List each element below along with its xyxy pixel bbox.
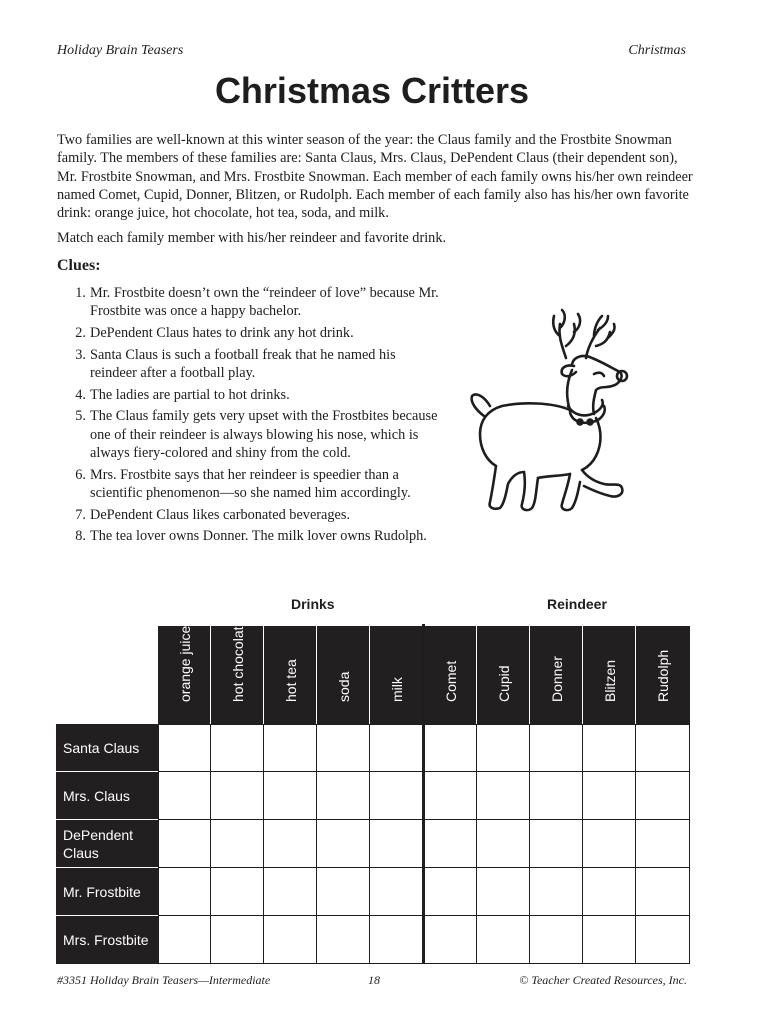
header-section: Christmas (628, 43, 686, 58)
reindeer-illustration (462, 306, 642, 526)
grid-cell[interactable] (425, 772, 477, 820)
grid-cell[interactable] (530, 772, 583, 820)
drinks-group-label: Drinks (291, 596, 335, 612)
clue-number: 8. (75, 528, 86, 545)
grid-cell[interactable] (158, 724, 211, 772)
clues-heading: Clues: (57, 257, 101, 274)
grid-cell[interactable] (583, 724, 636, 772)
row-header-dependent-claus (56, 820, 158, 867)
grid-cell[interactable] (317, 868, 370, 916)
grid-cell[interactable] (477, 772, 530, 820)
column-header-blitzen (583, 626, 636, 724)
clue-text: Santa Claus is such a football freak that he named his reindeer after a football play. (90, 346, 396, 381)
grid-cell[interactable] (370, 772, 425, 820)
grid-cell[interactable] (158, 772, 211, 820)
footer-book-code: #3351 Holiday Brain Teasers—Intermediate (57, 973, 271, 987)
column-header-comet (424, 626, 477, 724)
grid-cell[interactable] (477, 916, 530, 964)
grid-cell[interactable] (477, 724, 530, 772)
grid-cell[interactable] (636, 724, 690, 772)
column-header-donner (530, 626, 583, 724)
clue-number: 5. (75, 408, 86, 425)
clue-text: Mrs. Frostbite says that her reindeer is speedier than a scientific phenomenon—so she named him accordingly. (90, 466, 411, 501)
column-header-orange-juice (158, 626, 211, 724)
grid-cell[interactable] (636, 772, 690, 820)
grid-cell[interactable] (583, 820, 636, 868)
footer-copyright: © Teacher Created Resources, Inc. (519, 973, 687, 987)
column-header-milk (370, 626, 423, 724)
grid-cell[interactable] (264, 916, 317, 964)
grid-cell[interactable] (370, 724, 425, 772)
grid-cell[interactable] (636, 868, 690, 916)
grid-cell[interactable] (211, 916, 264, 964)
column-header-cupid (477, 626, 530, 724)
grid-cell[interactable] (264, 868, 317, 916)
row-label: Mrs. Frostbite (63, 932, 149, 948)
clues-list (75, 284, 445, 549)
clue-number: 6. (75, 466, 86, 483)
grid-cell[interactable] (211, 772, 264, 820)
clue-number: 3. (75, 346, 86, 363)
grid-cell[interactable] (158, 868, 211, 916)
column-label: hot chocolate (229, 618, 246, 702)
footer-page-number: 18 (368, 973, 380, 987)
grid-cell[interactable] (317, 772, 370, 820)
grid-cell[interactable] (636, 916, 690, 964)
grid-divider (422, 624, 425, 964)
column-label: Rudolph (655, 649, 671, 702)
clue-item (75, 324, 445, 342)
grid-cell[interactable] (425, 724, 477, 772)
column-header-rudolph (636, 626, 690, 724)
grid-cell[interactable] (158, 820, 211, 868)
grid-cell[interactable] (370, 916, 425, 964)
grid-cell[interactable] (317, 820, 370, 868)
grid-cell[interactable] (211, 820, 264, 868)
column-label: hot tea (282, 659, 299, 702)
clue-item (75, 466, 445, 503)
grid-cell[interactable] (425, 820, 477, 868)
grid-cell[interactable] (583, 916, 636, 964)
grid-cell[interactable] (370, 820, 425, 868)
column-label: Cupid (495, 665, 512, 702)
grid-cell[interactable] (530, 916, 583, 964)
clue-item (75, 527, 445, 545)
column-header-hot-chocolate (211, 618, 264, 724)
grid-cell[interactable] (370, 868, 425, 916)
grid-cell[interactable] (264, 724, 317, 772)
row-header-mrs-claus (56, 772, 158, 819)
clue-number: 1. (75, 285, 86, 301)
page-title: Christmas Critters (214, 70, 530, 111)
clue-text: Mr. Frostbite doesn’t own the “reindeer of love” because Mr. Frostbite was once a happy bachelor. (90, 285, 439, 320)
clue-item (75, 386, 445, 404)
grid-cell[interactable] (583, 868, 636, 916)
row-label: DePendent Claus (63, 826, 134, 861)
clue-text: The tea lover owns Donner. The milk lover owns Rudolph. (90, 528, 427, 545)
instruction-text: Match each family member with his/her reindeer and favorite drink. (57, 230, 447, 246)
grid-cell[interactable] (211, 724, 264, 772)
row-label: Santa Claus (63, 739, 140, 756)
column-label: Donner (548, 656, 565, 702)
clue-text: DePendent Claus hates to drink any hot drink. (90, 324, 354, 341)
clue-item (75, 407, 445, 462)
column-label: soda (335, 671, 352, 702)
grid-cell[interactable] (211, 868, 264, 916)
grid-cell[interactable] (425, 868, 477, 916)
clue-text: The ladies are partial to hot drinks. (90, 386, 290, 403)
column-label: milk (388, 677, 405, 702)
clue-item (75, 346, 445, 383)
column-label: Comet (442, 660, 459, 702)
clue-number: 4. (75, 386, 86, 403)
row-header-santa-claus (56, 724, 158, 771)
reindeer-group-label: Reindeer (547, 596, 607, 612)
logic-grid (56, 618, 690, 964)
clue-text: The Claus family gets very upset with the Frostbites because one of their reindeer is always blowing his nose, which is always fiery-colored and shiny from the cold. (90, 408, 438, 461)
grid-cell[interactable] (530, 868, 583, 916)
row-label: Mr. Frostbite (63, 883, 141, 900)
clue-item (75, 284, 445, 321)
row-label: Mrs. Claus (63, 787, 130, 804)
column-label: Blitzen (601, 659, 618, 702)
grid-cell[interactable] (158, 916, 211, 964)
clue-number: 2. (75, 324, 86, 341)
column-label: orange juice (176, 625, 193, 702)
grid-cell[interactable] (530, 820, 583, 868)
intro-paragraph: Two families are well-known at this winter season of the year: the Claus family and the Frostbite Snowman family. The members of these families are: Santa Claus, Mrs. Claus, DePendent Claus (their dependent son), Mr. Frostbite Snowman, and Mrs. Frostbite Snowman. Each member of each family owns his/her own reindeer named Comet, Cupid, Donner, Blitzen, or Rudolph. Each member of each family also has his/her own favorite drink: orange juice, hot chocolate, hot tea, soda, and milk. (57, 132, 693, 222)
row-header-mrs-frostbite (56, 916, 158, 964)
row-header-mr-frostbite (56, 868, 158, 915)
column-header-soda (317, 626, 370, 724)
grid-cell[interactable] (264, 772, 317, 820)
grid-cell[interactable] (264, 820, 317, 868)
grid-cell[interactable] (477, 820, 530, 868)
header-book-title: Holiday Brain Teasers (57, 43, 184, 58)
grid-cell[interactable] (317, 724, 370, 772)
grid-cell[interactable] (477, 868, 530, 916)
grid-cell[interactable] (530, 724, 583, 772)
grid-cell[interactable] (636, 820, 690, 868)
clue-number: 7. (75, 506, 86, 523)
clue-text: DePendent Claus likes carbonated beverages. (90, 506, 351, 523)
grid-cell[interactable] (425, 916, 477, 964)
column-header-hot-tea (264, 626, 317, 724)
grid-cell[interactable] (583, 772, 636, 820)
clue-item (75, 506, 445, 524)
grid-cell[interactable] (317, 916, 370, 964)
